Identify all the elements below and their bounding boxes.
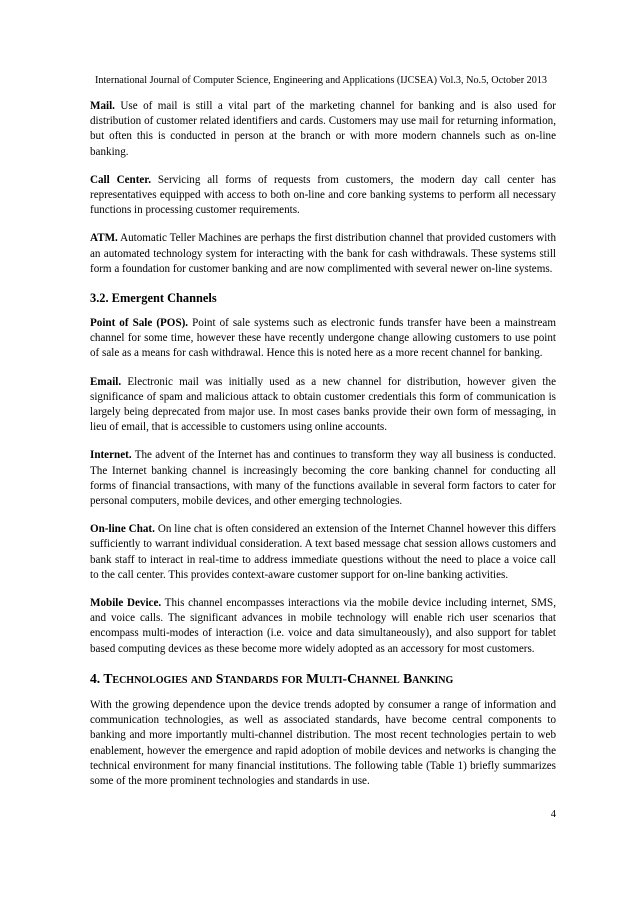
paragraph-text: Point of sale systems such as electronic funds transfer have been a mainstream channel for some time, however these have recently undergone change allowing customers to use point of sale as a means for cash withdrawal. Hence this is noted here as a more recent channel for banking. [90,317,556,360]
running-header: International Journal of Computer Science, Engineering and Applications (IJCSEA) Vol.3, No.5, October 2013 [94,75,548,86]
term-mail: Mail. [90,100,115,112]
paragraph-mail [90,99,556,160]
term-online-chat: On-line Chat. [90,523,155,536]
paragraph-mobile-device [90,596,556,657]
term-call-center: Call Center. [90,173,151,186]
section-heading: 4. Technologies and Standards for Multi-Channel Banking [90,670,454,686]
page-number: 4 [550,809,556,820]
paragraph-text: Automatic Teller Machines are perhaps the first distribution channel that provided customers with an automated technology system for interacting with the bank for cash withdrawals. These systems still form a foundation for customer banking and are now complimented with several newer on-line systems. [90,232,556,275]
term-mobile-device: Mobile Device. [90,597,162,610]
paragraph-pos [90,316,556,362]
page-body [90,99,556,789]
term-atm: ATM. [90,232,118,245]
paragraph-text: On line chat is often considered an extension of the Internet Channel however this differs sufficiently to warrant individual consideration. A text based message chat session allows customers and bank staff to interact in real-time to address immediate questions without the need to place a voice call to the call center. This provides context-aware customer support for on-line banking activities. [90,523,556,581]
paragraph-text: The advent of the Internet has and continues to transform they way all business is conducted. The Internet banking channel is increasingly becoming the core banking channel for conducting all forms of financial transactions, with many of the functions available in several form factors to cater for personal computers, mobile devices, and other emerging technologies. [90,449,556,508]
paragraph-online-chat [90,522,556,583]
term-pos: Point of Sale (POS). [90,317,189,330]
paragraph-text: Use of mail is still a vital part of the marketing channel for banking and is also used for distribution of customer related identifiers and cards. Customers may use mail for returning information, but often this is conducted in person at the branch or with more modern channels such as on-line banking. [90,100,556,158]
section-paragraph: With the growing dependence upon the device trends adopted by consumer a range of information and communication technologies, as well as associated standards, have become central components to banking and more importantly multi-channel distribution. The most recent technologies pertain to web enablement, however the emergence and rapid adoption of mobile devices and networks is changing the technical environment for many financial institutions. The following table (Table 1) briefly summarizes some of the more prominent technologies and standards in use. [90,698,556,787]
paragraph-text: Electronic mail was initially used as a new channel for distribution, however given the significance of spam and malicious attack to obtain customer credentials this form of communication is largely being deprecated from major use. In most cases banks provide their own form of messaging, in lieu of email, that is accessible to customers using online accounts. [90,375,556,434]
term-email: Email. [90,375,122,388]
paragraph-email [90,375,556,436]
subsection-heading: 3.2. Emergent Channels [90,291,217,306]
paragraph-atm [90,231,556,277]
paragraph-text: This channel encompasses interactions via the mobile device including internet, SMS, and voice calls. The significant advances in mobile technology will enable rich user scenarios that encompass multi-modes of interaction (i.e. voice and data simultaneously), and also support for tablet based computing devices as these become more widely adopted as an accessory for most customers. [90,597,556,655]
term-internet: Internet. [90,449,132,462]
paragraph-call-center [90,173,556,219]
paragraph-text: Servicing all forms of requests from customers, the modern day call center has representatives equipped with access to both on-line and core banking systems to perform all necessary functions in processing customer requirements. [90,173,556,217]
paragraph-internet [90,448,556,509]
